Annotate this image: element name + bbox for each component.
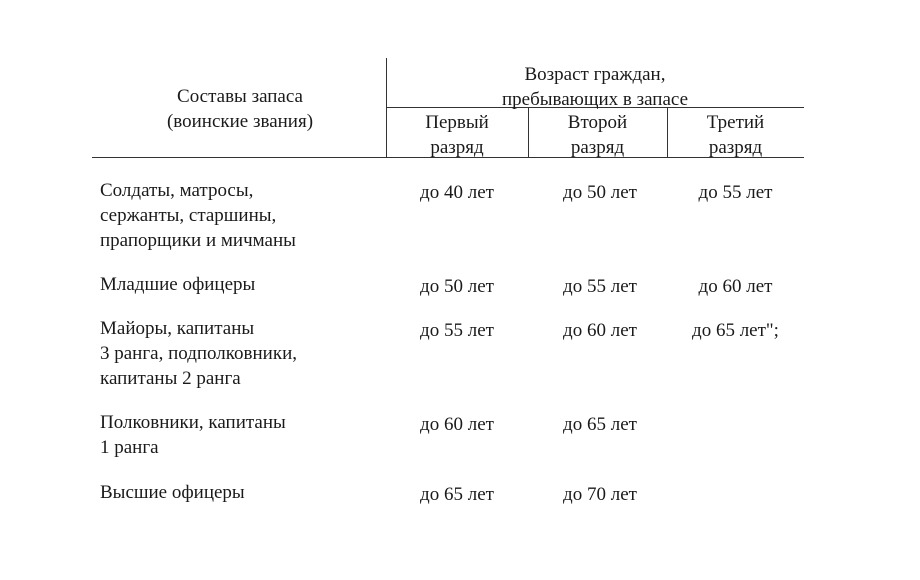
- table-row-2-col1: до 50 лет: [420, 276, 494, 297]
- header-group-line1: Возраст граждан,: [524, 64, 666, 85]
- header-col1-line2: разряд: [430, 137, 484, 158]
- row-name-line: Солдаты, матросы,: [100, 180, 254, 201]
- table-row-4-name: [100, 410, 286, 460]
- row-name-line: прапорщики и мичманы: [100, 230, 296, 251]
- row-name-line: Майоры, капитаны: [100, 318, 255, 339]
- row-name-line: Высшие офицеры: [100, 482, 245, 503]
- row-name-line: 3 ранга, подполковники,: [100, 343, 297, 364]
- table-row-3-name: [100, 316, 297, 391]
- row-name-line: 1 ранга: [100, 437, 159, 458]
- table-row-3-col2: до 60 лет: [563, 320, 637, 341]
- table-row-2-name: [100, 272, 255, 297]
- header-left-cell: [130, 84, 350, 134]
- table-row-5-col2: до 70 лет: [563, 484, 637, 505]
- header-col2-line1: Второй: [567, 112, 628, 133]
- header-col3-cell: [667, 110, 804, 160]
- table-row-3-col3: до 65 лет";: [692, 320, 779, 341]
- table-row-1-col1: до 40 лет: [420, 182, 494, 203]
- header-group-cell: [386, 62, 804, 112]
- header-left-line1: Составы запаса: [177, 86, 303, 107]
- header-col2-cell: [528, 110, 667, 160]
- table-row-1-col2: до 50 лет: [563, 182, 637, 203]
- table-row-1-col3: до 55 лет: [698, 182, 773, 203]
- header-left-line2: (воинские звания): [166, 111, 314, 132]
- header-col1-line1: Первый: [425, 112, 489, 133]
- table-row-4-col2: до 65 лет: [563, 414, 637, 435]
- header-col2-line2: разряд: [570, 137, 625, 158]
- row-name-line: сержанты, старшины,: [100, 205, 277, 226]
- header-col3-line1: Третий: [706, 112, 765, 133]
- table-row-2-col3: до 60 лет: [698, 276, 773, 297]
- header-col1-cell: [386, 110, 528, 160]
- header-col3-line2: разряд: [708, 137, 763, 158]
- table-row-3-col1: до 55 лет: [420, 320, 494, 341]
- table-row-5-name: [100, 480, 245, 505]
- row-name-line: Младшие офицеры: [100, 274, 256, 295]
- header-group-line2: пребывающих в запасе: [501, 89, 689, 110]
- table-row-1-name: [100, 178, 296, 253]
- row-name-line: капитаны 2 ранга: [100, 368, 241, 389]
- table-row-4-col1: до 60 лет: [420, 414, 494, 435]
- table-row-2-col2: до 55 лет: [563, 276, 637, 297]
- row-name-line: Полковники, капитаны: [100, 412, 286, 433]
- table-row-5-col1: до 65 лет: [420, 484, 494, 505]
